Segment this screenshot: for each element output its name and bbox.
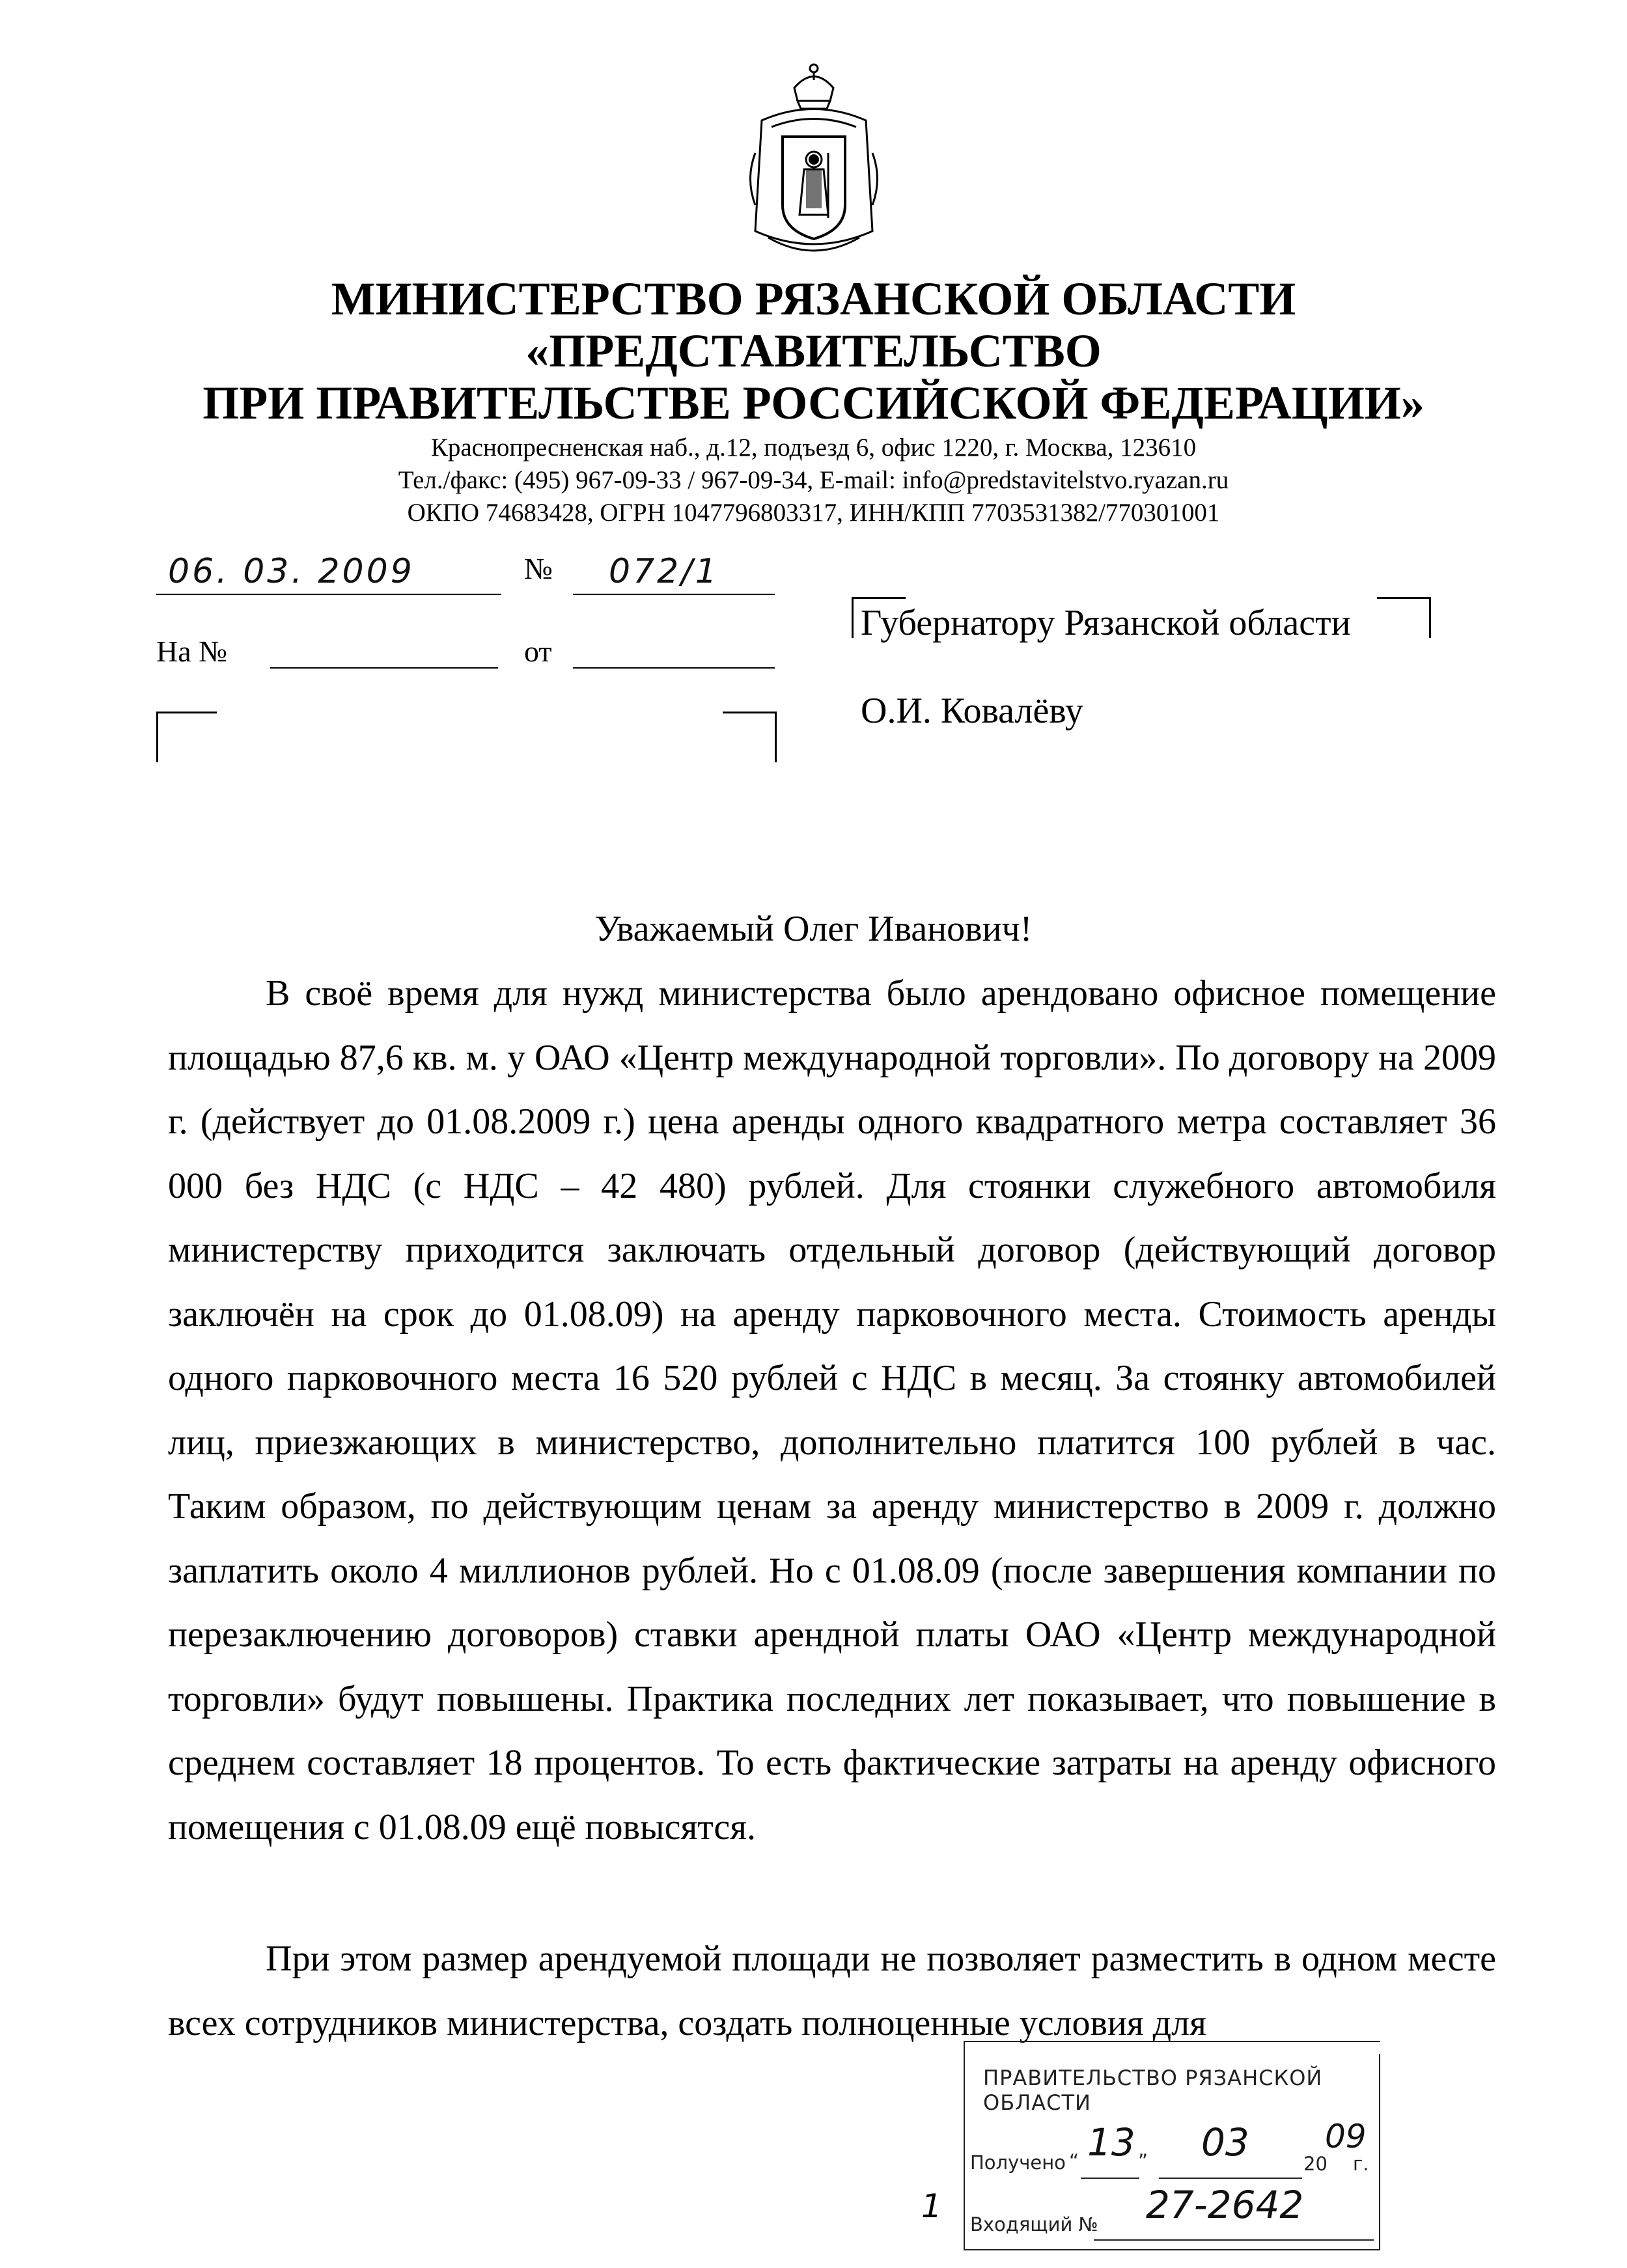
right-corner-bracket: [723, 712, 777, 762]
stamp-received-day: 13: [1087, 2120, 1135, 2164]
page-number: 1: [921, 2187, 942, 2225]
stamp-frame-left: [964, 2041, 965, 2249]
stamp-day-underline: [1081, 2178, 1139, 2179]
outgoing-number-underline: [573, 594, 775, 595]
stamp-incoming-label: Входящий №: [970, 2213, 1098, 2235]
body-paragraph-2: При этом размер арендуемой площади не позволяет разместить в одном месте всех сотрудников министерства, создать полноценные условия для: [168, 1939, 1496, 2043]
org-name-line3: ПРИ ПРАВИТЕЛЬСТВЕ РОССИЙСКОЙ ФЕДЕРАЦИИ»: [202, 377, 1425, 429]
left-corner-bracket: [156, 712, 217, 762]
stamp-open-quote: “: [1069, 2150, 1079, 2172]
org-name-line2: «ПРЕДСТАВИТЕЛЬСТВО: [525, 325, 1102, 377]
stamp-received-month: 03: [1201, 2120, 1249, 2164]
body-paragraph-1: В своё время для нужд министерства было арендовано офисное помещение площадью 87,6 кв. м. у ОАО «Центр международной торговли». По договору на 2009 г. (действует до 01.08.2009 г.) цена аренды одного квадратного метра составляет 36 000 без НДС (с НДС – 42 480) рублей. Для стоянки служебного автомобиля министерству приходится заключать отдельный договор (действующий договор заключён на срок до 01.08.09) на аренду парковочного места. Стоимость аренды одного парковочного места 16 520 рублей с НДС в месяц. За стоянку автомобилей лиц, приезжающих в министерство, дополнительно платится 100 рублей в час. Таким образом, по действующим ценам за аренду министерство в 2009 г. должно заплатить около 4 миллионов рублей. Но с 01.08.09 (после завершения компании по перезаключению договоров) ставки арендной платы ОАО «Центр международной торговли» будут повышены. Практика последних лет показывает, что повышение в среднем составляет 18 процентов. То есть фактические затраты на аренду офисного помещения с 01.08.09 ещё повысятся.: [168, 973, 1496, 1847]
org-name-line1: МИНИСТЕРСТВО РЯЗАНСКОЙ ОБЛАСТИ: [331, 273, 1296, 325]
stamp-incoming-number: 27-2642: [1146, 2183, 1304, 2227]
org-registration-codes: ОКПО 74683428, ОГРН 1047796803317, ИНН/КПП 7703531382/770301001: [407, 499, 1220, 527]
stamp-incoming-underline: [1094, 2239, 1374, 2241]
stamp-received-label: Получено: [970, 2151, 1066, 2174]
addressee-line1: Губернатору Рязанской области: [861, 603, 1351, 643]
stamp-year-prefix: 20: [1303, 2153, 1328, 2175]
coat-of-arms-emblem: [742, 62, 885, 270]
addressee-right-bracket: [1377, 597, 1431, 638]
reply-to-underline: [270, 667, 498, 669]
reply-to-label: На №: [156, 635, 228, 668]
org-contacts: Тел./факс: (495) 967-09-33 / 967-09-34, E-mail: info@predstavitelstvo.ryazan.ru: [398, 466, 1229, 494]
registration-stamp: [964, 2041, 1380, 2256]
stamp-received-year: 09: [1325, 2118, 1367, 2155]
outgoing-date: 06. 03. 2009: [168, 552, 415, 591]
reply-from-underline: [573, 667, 775, 669]
stamp-year-suffix: г.: [1353, 2153, 1369, 2175]
org-address: Краснопресненская наб., д.12, подъезд 6, офис 1220, г. Москва, 123610: [430, 434, 1197, 462]
stamp-month-underline: [1159, 2178, 1302, 2179]
reply-from-label: от: [524, 635, 552, 668]
stamp-frame-bottom: [964, 2249, 1380, 2250]
stamp-frame-top: [964, 2041, 1380, 2042]
outgoing-date-underline: [156, 594, 501, 595]
stamp-title: ПРАВИТЕЛЬСТВО РЯЗАНСКОЙ ОБЛАСТИ: [983, 2066, 1323, 2115]
salutation: Уважаемый Олег Иванович!: [594, 909, 1033, 949]
outgoing-number-label: №: [524, 552, 553, 585]
stamp-close-quote: ”: [1138, 2150, 1148, 2172]
addressee-line2: О.И. Ковалёву: [861, 691, 1083, 731]
outgoing-number: 072/1: [609, 552, 719, 591]
